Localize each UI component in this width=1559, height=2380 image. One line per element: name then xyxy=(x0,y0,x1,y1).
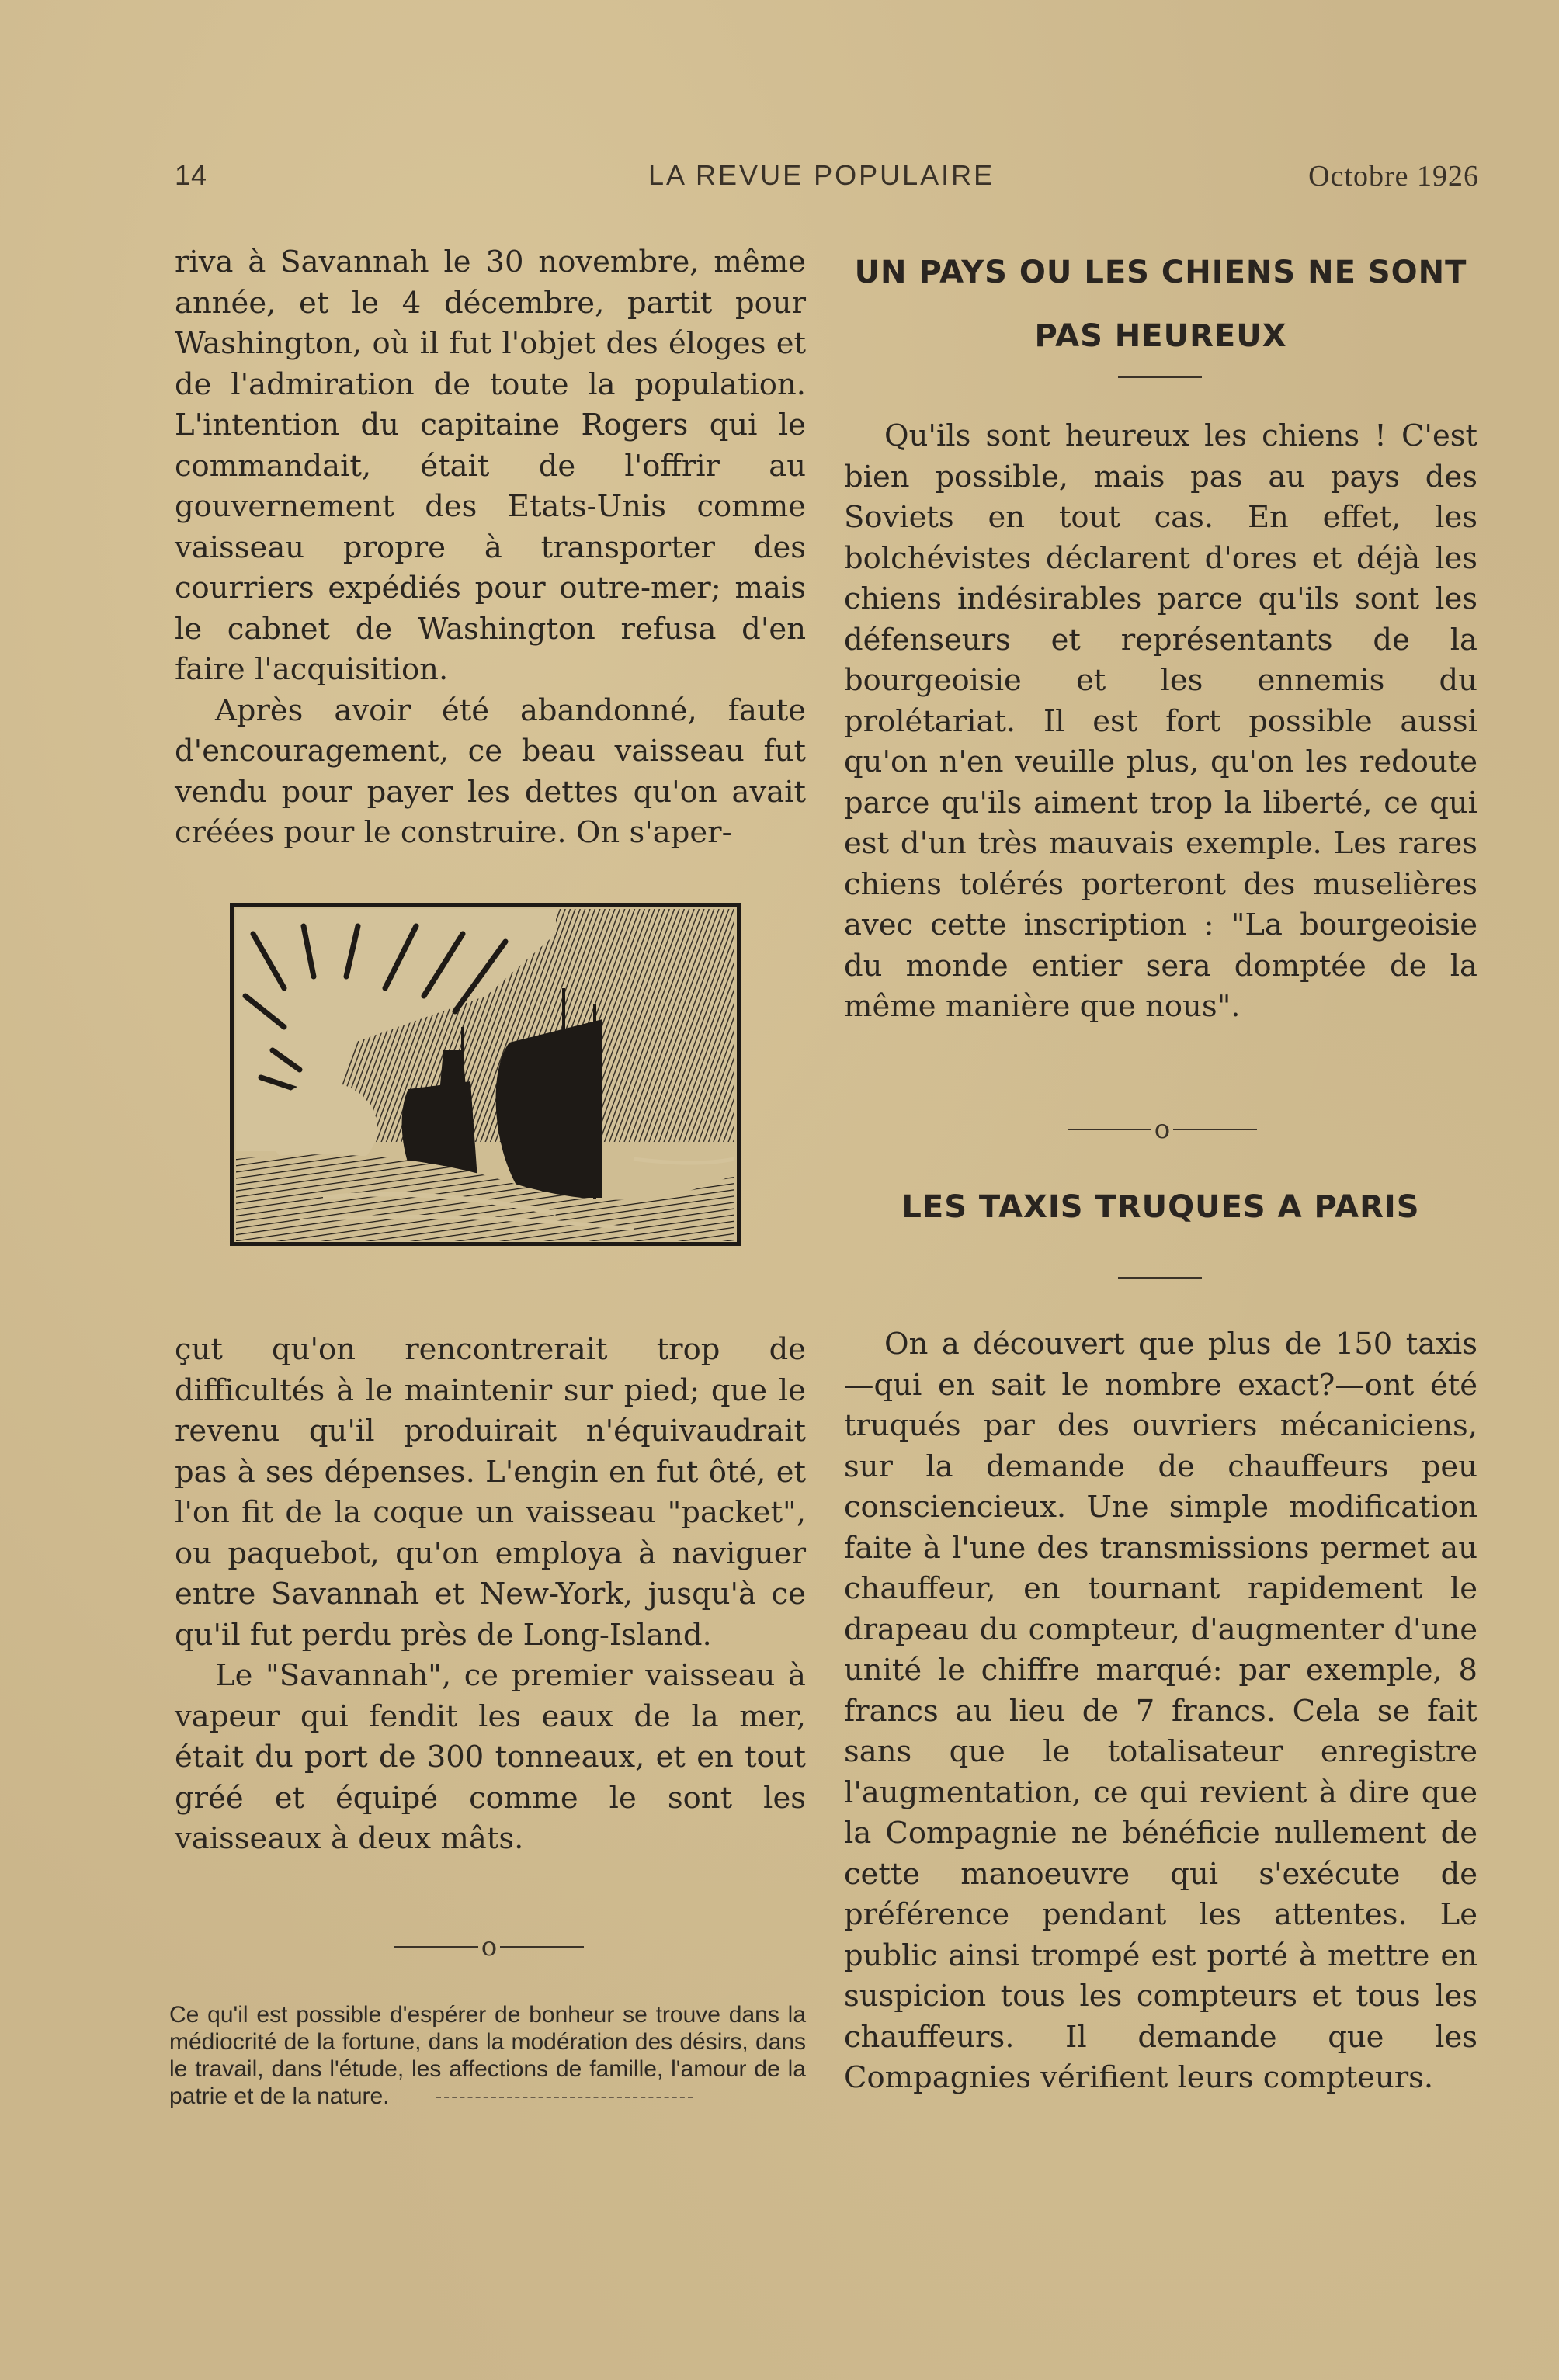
paragraph: çut qu'on rencontrerait trop de difficultés à le maintenir sur pied; que le revenu qu'il produirait n'équivaudrait pas à ses dépenses. L'engin en fut ôté, et l'on fit de la coque un vaisseau "packet", ou paquebot, qu'on employa à naviguer entre Savannah et New-York, jusqu'à ce qu'il fut perdu près de Long-Island. xyxy=(175,1332,806,1653)
issue-date: Octobre 1926 xyxy=(1308,160,1479,193)
headline-chiens: UN PAYS OU LES CHIENS NE SONT PAS HEUREUX xyxy=(854,255,1467,354)
section-separator: o xyxy=(388,1930,590,1962)
paragraph: On a découvert que plus de 150 taxis—qui en sait le nombre exact?—ont été truqués par des ouvriers mécaniciens, sur la demande de chauffeurs peu consciencieux. Une simple modification faite à l'une des transmissions permet au chauffeur, en tournant rapidement le drapeau du compteur, d'augmenter d'une unité le chiffre marqué: par exemple, 8 francs au lieu de 7 francs. Cela se fait sans que le totalisateur enregistre l'augmentation, ce qui revient à dire que la Compagnie ne bénéficie nullement de cette manoeuvre qui s'exécute de préférence pendant les attentes. Le public ainsi trompé est porté à mettre en suspicion tous les compteurs et tous les chauffeurs. Il demande que les Compagnies vérifient leurs compteurs. xyxy=(844,1327,1477,2095)
page-number: 14 xyxy=(175,159,208,191)
paragraph: Après avoir été abandonné, faute d'encouragement, ce beau vaisseau fut vendu pour payer les dettes qu'on avait créées pour le construire. On s'aper- xyxy=(175,692,806,850)
title-rule xyxy=(1118,1277,1202,1279)
magazine-title: LA REVUE POPULAIRE xyxy=(648,159,995,191)
section-separator: o xyxy=(1065,1112,1259,1145)
left-column-top xyxy=(175,242,806,854)
left-column-bottom xyxy=(175,1330,806,1860)
article-taxis-body xyxy=(844,1324,1477,2099)
headline-taxis: LES TAXIS TRUQUES A PARIS xyxy=(901,1189,1420,1225)
paragraph: Qu'ils sont heureux les chiens ! C'est bien possible, mais pas au pays des Soviets en tout cas. En effet, les bolchévistes déclarent d'ores et déjà les chiens indésirables parce qu'ils sont les défenseurs et représentants de la bourgeoisie et les ennemis du prolétariat. Il est fort possible aussi qu'on n'en veuille plus, qu'on les redoute parce qu'ils aiment trop la liberté, ce qui est d'un très mauvais exemple. Les rares chiens tolérés porteront des muselières avec cette inscription : "La bourgeoisie du monde entier sera domptée de la même manière que nous". xyxy=(844,418,1477,1024)
closing-quote: Ce qu'il est possible d'espérer de bonheur se trouve dans la médiocrité de la fortune, dans la modération des désirs, dans le travail, dans l'étude, les affections de famille, l'amour de la patrie et de la nature. xyxy=(169,2002,806,2109)
page-header xyxy=(175,159,1479,206)
ship-woodcut-illustration xyxy=(230,903,741,1246)
paragraph: riva à Savannah le 30 novembre, même année, et le 4 décembre, partit pour Washington, où il fut l'objet des éloges et de l'admiration de toute la population. L'intention du capitaine Rogers qui le commandait, était de l'offrir au gouvernement des Etats-Unis comme vaisseau propre à transporter des courriers expédiés pour outre-mer; mais le cabnet de Washington refusa d'en faire l'acquisition. xyxy=(175,245,806,687)
article-chiens-body xyxy=(844,416,1477,1028)
title-rule xyxy=(1118,376,1202,378)
paragraph: Le "Savannah", ce premier vaisseau à vapeur qui fendit les eaux de la mer, était du port de 300 tonneaux, et en tout gréé et équipé comme le sont les vaisseaux à deux mâts. xyxy=(175,1658,806,1856)
